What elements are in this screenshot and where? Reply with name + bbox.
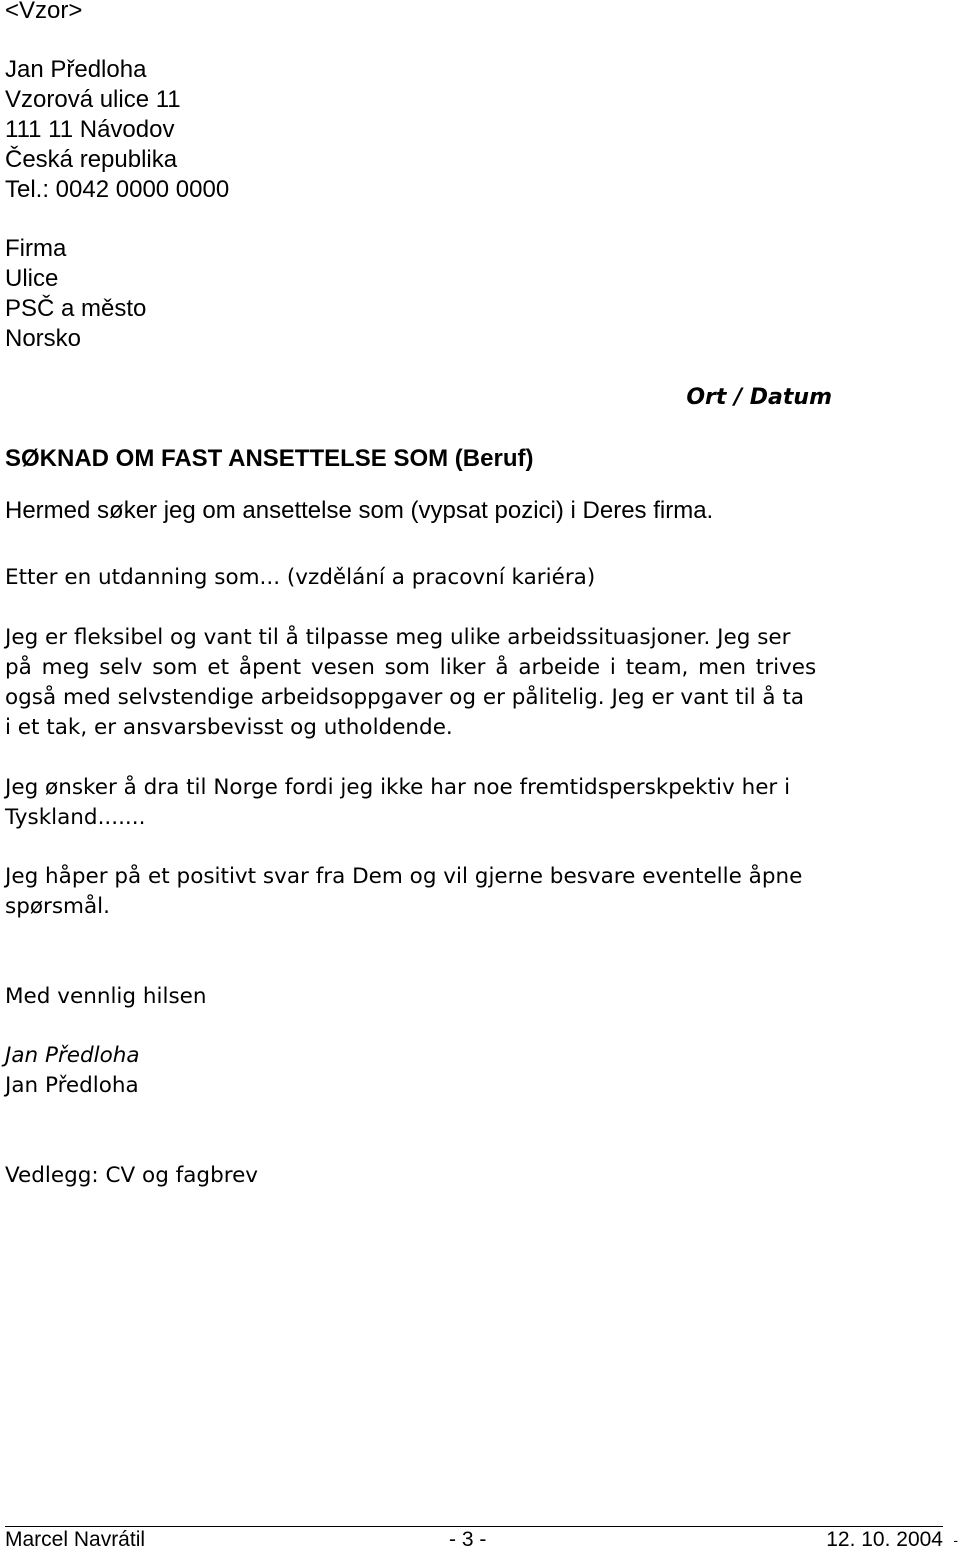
sender-country: Česká republika [5,146,178,173]
recipient-street: Ulice [5,265,59,292]
subject-line: SØKNAD OM FAST ANSETTELSE SOM (Beruf) [5,445,534,472]
education-paragraph: Etter en utdanning som... (vzdělání a pracovní kariéra) [5,565,596,590]
template-placeholder: <Vzor> [5,0,83,24]
footer-date: 12. 10. 2004 [826,1528,943,1551]
qualities-line-1: Jeg er fleksibel og vant til å tilpasse meg ulike arbeidssituasjoner. Jeg ser [5,625,791,650]
footer-trailing-dash: - [953,1532,958,1548]
sender-name: Jan Předloha [5,56,147,83]
signature: Jan Předloha [5,1043,140,1068]
qualities-line-3: også med selvstendige arbeidsoppgaver og er pålitelig. Jeg er vant til å ta [5,685,805,710]
motivation-line-2: Tyskland....... [5,805,146,830]
closing-line-2: spørsmål. [5,894,110,919]
footer-divider [5,1526,943,1527]
attachments-line: Vedlegg: CV og fagbrev [5,1163,259,1188]
place-date: Ort / Datum [686,385,832,410]
recipient-country: Norsko [5,325,82,352]
signature-printed: Jan Předloha [5,1073,139,1098]
closing-line-1: Jeg håper på et positivt svar fra Dem og vil gjerne besvare eventelle åpne [5,864,803,889]
motivation-line-1: Jeg ønsker å dra til Norge fordi jeg ikke har noe fremtidsperskpektiv her i [5,775,791,800]
intro-paragraph: Hermed søker jeg om ansettelse som (vypsat pozici) i Deres firma. [5,497,714,524]
recipient-company: Firma [5,235,67,262]
qualities-line-4: i et tak, er ansvarsbevisst og utholdende. [5,715,453,740]
greeting: Med vennlig hilsen [5,984,207,1009]
qualities-line-2: på meg selv som et åpent vesen som liker å arbeide i team, men trives [5,655,817,680]
footer-author: Marcel Navrátil [5,1528,146,1551]
page-footer [0,1529,960,1551]
sender-city: 111 11 Návodov [5,116,175,143]
footer-page-number: - 3 - [449,1528,487,1551]
sender-phone: Tel.: 0042 0000 0000 [5,176,230,203]
sender-street: Vzorová ulice 11 [5,86,181,113]
recipient-zip-city: PSČ a město [5,295,147,322]
